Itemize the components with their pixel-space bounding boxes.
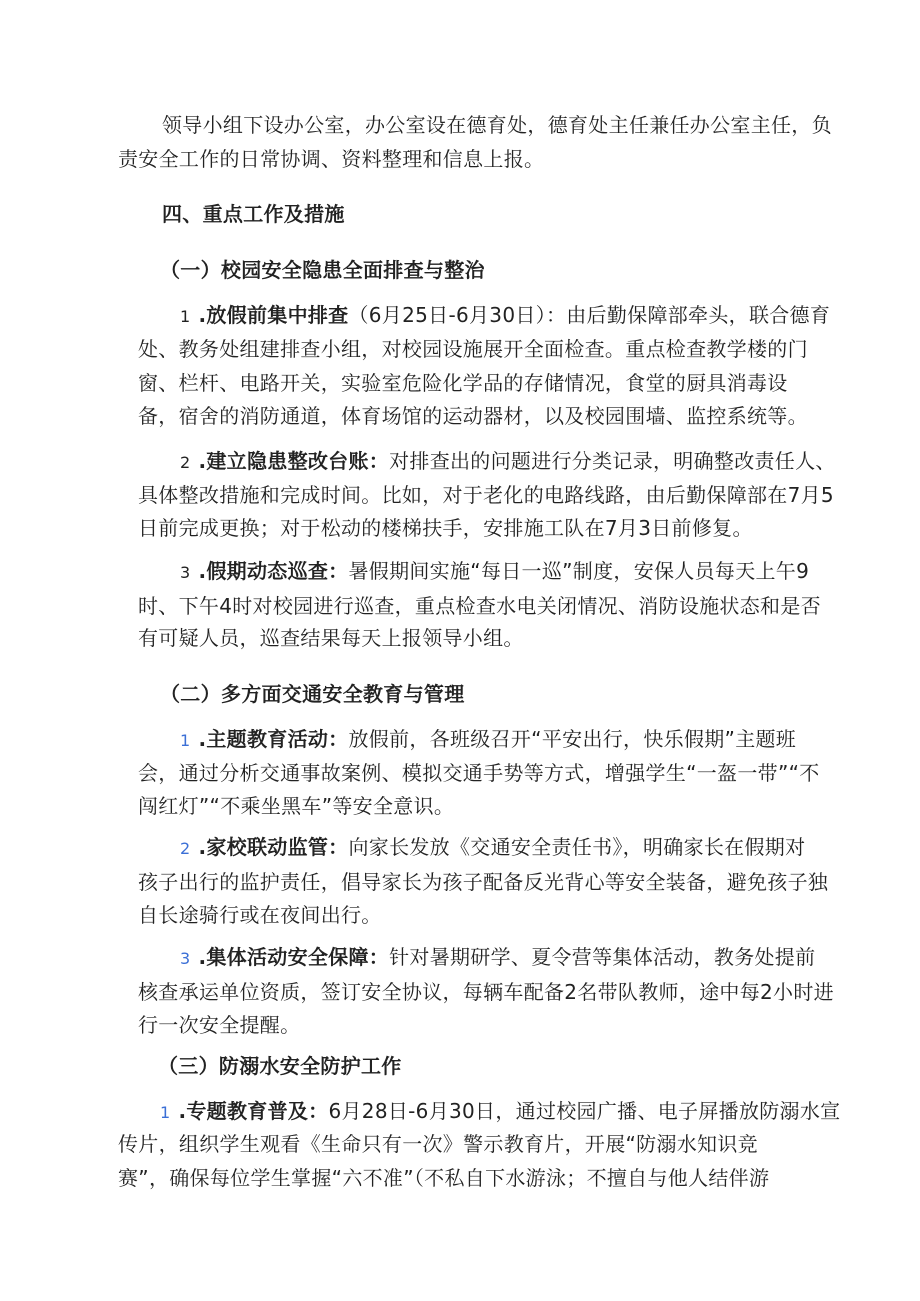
paragraph-line: 领导小组下设办公室，办公室设在德育处，德育处主任兼任办公室主任，负 [162,113,832,137]
sub-heading: （三）防溺水安全防护工作 [158,1054,402,1078]
list-number: 1 [160,1103,171,1122]
paragraph-line: 有可疑人员，巡查结果每天上报领导小组。 [138,626,524,650]
paragraph-line: 备，宿舍的消防通道，体育场馆的运动器材，以及校园围墙、监控系统等。 [138,404,808,428]
sub-heading: （一）校园安全隐患全面排查与整治 [160,258,485,282]
list-number: 1 [180,731,191,750]
paragraph-line: 自长途骑行或在夜间出行。 [138,903,382,927]
list-item-first-line [180,724,870,756]
list-item-text: 对排查出的问题进行分类记录，明确整改责任人、 [389,449,836,473]
list-item-first-line [180,300,870,332]
list-item-first-line [180,556,870,588]
list-number: 2 [180,839,191,858]
list-item-first-line [180,942,870,974]
paragraph-line: 处、教务处组建排查小组，对校园设施展开全面检查。重点检查教学楼的门 [138,337,808,361]
list-item-text: （6月25日-6月30日）：由后勤保障部牵头，联合德育 [348,303,831,327]
list-item-title: .家校联动监管： [198,835,349,859]
paragraph-line: 闯红灯”“不乘坐黑车”等安全意识。 [138,794,455,818]
paragraph-line: 赛”，确保每位学生掌握“六不准”（不私自下水游泳；不擅自与他人结伴游 [118,1166,770,1190]
list-number: 2 [180,453,191,472]
list-number: 1 [180,307,191,326]
list-item-text: 6月28日-6月30日，通过校园广播、电子屏播放防溺水宣 [328,1099,841,1123]
list-item-title: .放假前集中排查 [198,303,349,327]
paragraph-line: 会，通过分析交通事故案例、模拟交通手势等方式，增强学生“一盔一带”“不 [138,761,820,785]
list-item-text: 向家长发放《交通安全责任书》，明确家长在假期对 [348,835,806,859]
list-item-first-line [180,832,870,864]
paragraph-line: 日前完成更换；对于松动的楼梯扶手，安排施工队在7月3日前修复。 [138,516,753,540]
list-item-text: 放假前，各班级召开“平安出行，快乐假期”主题班 [348,727,797,751]
paragraph-line: 时、下午4时对校园进行巡查，重点检查水电关闭情况、消防设施状态和是否 [138,594,821,618]
list-item-title: .主题教育活动： [198,727,349,751]
list-item-title: .建立隐患整改台账： [198,449,390,473]
list-item-text: 针对暑期研学、夏令营等集体活动，教务处提前 [389,945,816,969]
paragraph-line: 窗、栏杆、电路开关，实验室危险化学品的存储情况，食堂的厨具消毒设 [138,371,788,395]
list-item-title: .专题教育普及： [178,1099,329,1123]
list-item-title: .集体活动安全保障： [198,945,390,969]
paragraph-line: 孩子出行的监护责任，倡导家长为孩子配备反光背心等安全装备，避免孩子独 [138,870,829,894]
list-item-first-line [160,1096,850,1128]
sub-heading: （二）多方面交通安全教育与管理 [160,682,465,706]
list-number: 3 [180,949,191,968]
paragraph-line: 责安全工作的日常协调、资料整理和信息上报。 [118,147,545,171]
section-heading: 四、重点工作及措施 [162,202,345,226]
paragraph-line: 核查承运单位资质，签订安全协议，每辆车配备2名带队教师，途中每2小时进 [138,980,834,1004]
list-number: 3 [180,563,191,582]
list-item-first-line [180,446,870,478]
list-item-title: .假期动态巡查： [198,559,349,583]
list-item-text: 暑假期间实施“每日一巡”制度，安保人员每天上午9 [348,559,810,583]
paragraph-line: 传片，组织学生观看《生命只有一次》警示教育片，开展“防溺水知识竞 [118,1132,758,1156]
paragraph-line: 具体整改措施和完成时间。比如，对于老化的电路线路，由后勤保障部在7月5 [138,483,834,507]
paragraph-line: 行一次安全提醒。 [138,1013,301,1037]
